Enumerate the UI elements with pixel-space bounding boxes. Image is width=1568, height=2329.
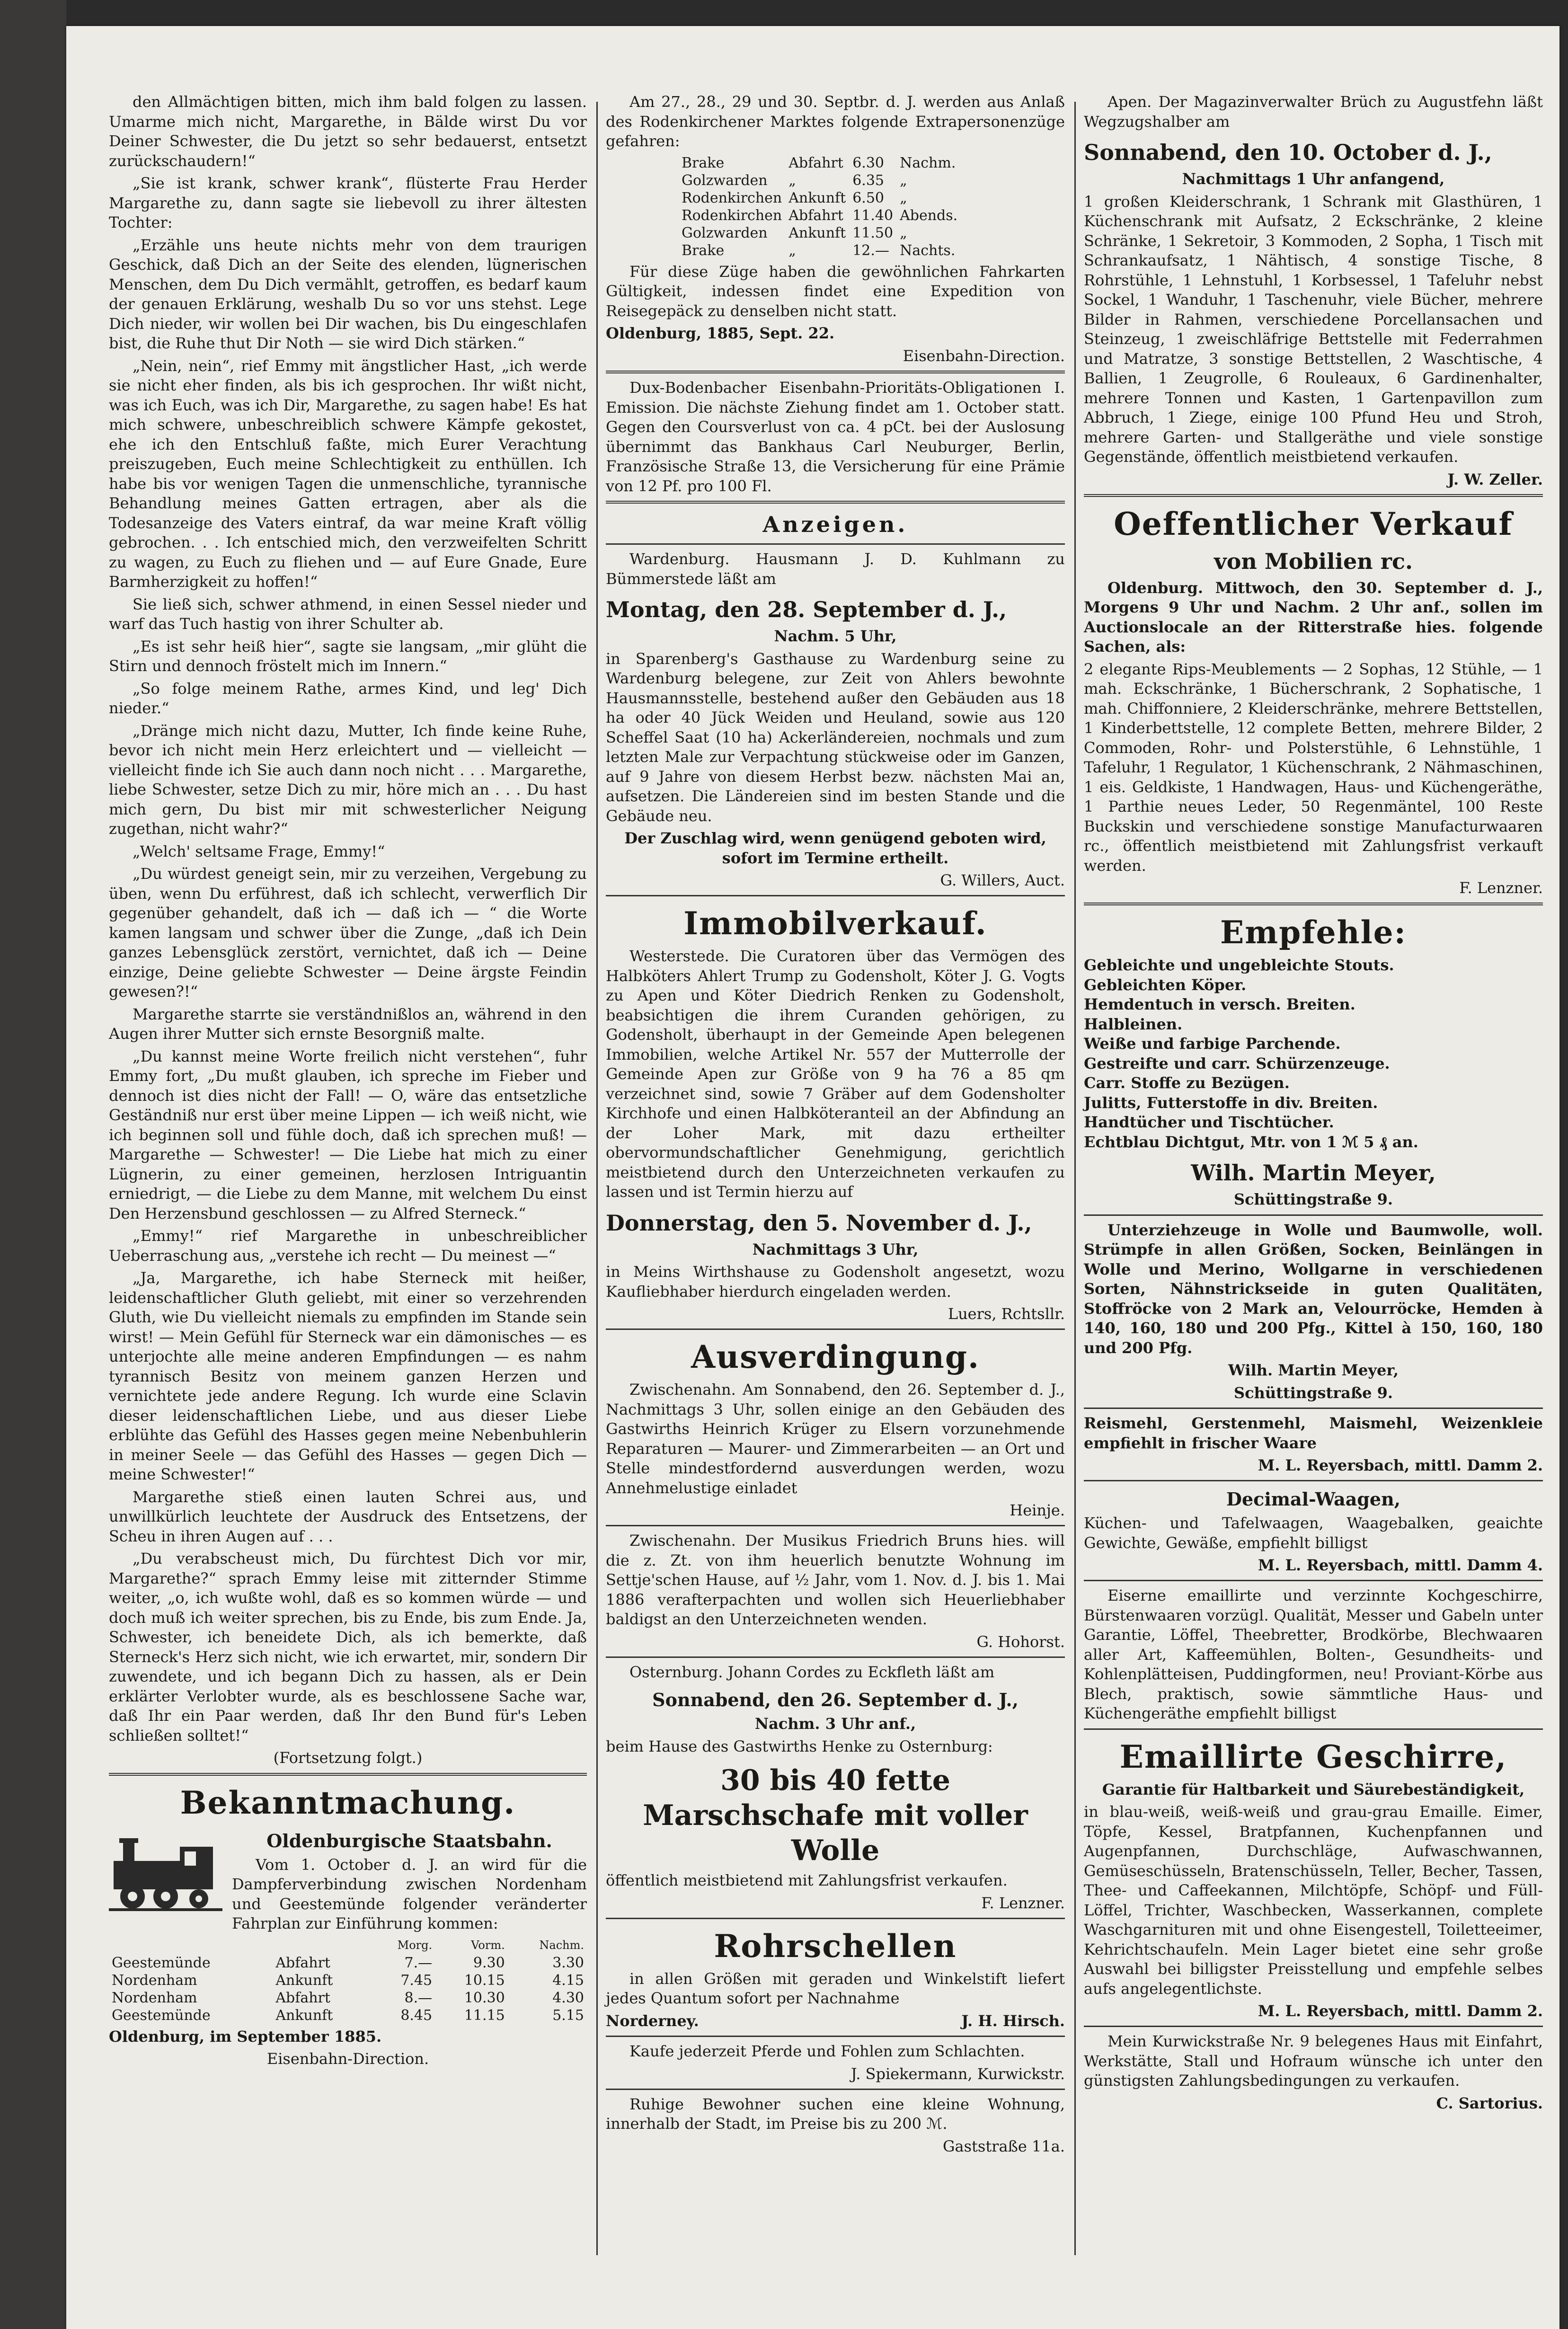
- column-right: [1084, 92, 1543, 2115]
- meyer2-name: Wilh. Martin Meyer,: [1228, 1361, 1399, 1379]
- divider: [1084, 1728, 1543, 1730]
- table-row: [682, 189, 964, 207]
- extra-trains-note: Für diese Züge haben die gewöhnlichen Fahrkarten Gültigkeit, indessen findet eine Expedition von Reisegepäck zu denselben nicht statt.: [606, 262, 1065, 320]
- divider: [1084, 1580, 1543, 1581]
- zwischenahn-signature: G. Hohorst.: [976, 1632, 1065, 1651]
- table-row: [109, 1989, 587, 2007]
- empfehle-item: Gebleichten Köper.: [1084, 975, 1247, 994]
- cell: Nachts.: [900, 242, 956, 259]
- railway-signature: Eisenbahn-Direction.: [266, 2050, 429, 2068]
- divider: [606, 895, 1065, 896]
- meyer2-address: Schüttingstraße 9.: [1233, 1383, 1393, 1402]
- empfehle-item: Gebleichte und ungebleichte Stouts.: [1084, 956, 1394, 974]
- railway-place-date: Oldenburg, im September 1885.: [109, 2027, 382, 2046]
- osternburg-text: beim Hause des Gastwirths Henke zu Osternburg:: [606, 1737, 993, 1755]
- story-paragraph: „Ja, Margarethe, ich habe Sterneck mit heißer, leidenschaftlicher Gluth geliebt, mit einer so verzehrenden Gluth, wie Du vielleicht niemals zu empfinden im Stande sein wirst! — Mein Gefühl für Sterneck war ein dämonisches — es unterjochte alle meine anderen Empfindungen — es nahm tyrannisch Besitz von meinem ganzen Herzen und vernichtete jede andere Regung. Ich wurde eine Sclavin dieser leidenschaftlichen Liebe, und aus dieser Liebe erblühte das Gefühl des Hasses gegen meine Nebenbuhlerin in meiner Seele — das Gefühl des Hasses — gegen Dich — meine Schwester!“: [109, 1269, 587, 1483]
- cell: 6.35: [852, 172, 885, 189]
- cell: 8.—: [404, 1989, 433, 2006]
- cell: 4.15: [552, 1972, 584, 1989]
- empfehle-item: Halbleinen.: [1084, 1015, 1183, 1033]
- wardenburg-time: Nachm. 5 Uhr,: [774, 627, 897, 645]
- wohnung-signature: Gaststraße 11a.: [942, 2137, 1065, 2155]
- extra-trains-text: Am 27., 28., 29 und 30. Septbr. d. J. werden aus Anlaß des Rodenkirchener Marktes folgende Extrapersonenzüge gefahren:: [606, 93, 1065, 150]
- cell: 8.45: [400, 2007, 433, 2024]
- cell: 11.15: [464, 2007, 505, 2024]
- kaufe-text: Kaufe jederzeit Pferde und Fohlen zum Schlachten.: [629, 2042, 1025, 2060]
- oeffentlicher-verkauf-signature: F. Lenzner.: [1459, 879, 1543, 897]
- cell: 6.50: [852, 189, 885, 206]
- rohrschellen-footer: [606, 2011, 1065, 2031]
- osternburg-signature: F. Lenzner.: [981, 1894, 1065, 1912]
- wardenburg-signature: G. Willers, Auct.: [940, 871, 1065, 889]
- cell: Abfahrt: [788, 207, 843, 224]
- kaufe-signature: J. Spiekermann, Kurwickstr.: [850, 2064, 1065, 2083]
- story-paragraph: „Du kannst meine Worte freilich nicht verstehen“, fuhr Emmy fort, „Du mußt glauben, ich spreche im Fieber und dennoch ist dies nicht der Fall! — O, wäre das entsetzliche Geständniß nur erst über meine Lippen — ich weiß nicht, wie ich beginnen soll und fühle doch, daß ich sprechen muß! — Margarethe — Schwester! — Die Liebe hat mich zu einer Lügnerin, zu einer gemeinen, herzlosen Intriguantin erniedrigt, — die Liebe zu dem Manne, mit welchem Du einst Den Herzensbund geschlossen — zu Alfred Sterneck.“: [109, 1047, 587, 1222]
- apen-date: Sonnabend, den 10. October d. J.,: [1084, 140, 1492, 165]
- cell: 11.40: [852, 207, 894, 224]
- immobilverkauf-date: Donnerstag, den 5. November d. J.,: [606, 1210, 1032, 1236]
- story-paragraph: „Erzähle uns heute nichts mehr von dem traurigen Geschick, daß Dich an der Seite des elenden, lügnerischen Menschen, dem Du Dich vermählt, getroffen, es bedarf kaum der genauen Erklärung, weshalb Du so vor uns stehst. Lege Dich nieder, wir wollen bei Dir wachen, bis Du eingeschlafen bist, die Ruhe thut Dir Noth — sie wird Dich stärken.“: [109, 236, 587, 352]
- emaillirte-sub: Garantie für Haltbarkeit und Säurebeständigkeit,: [1102, 1780, 1525, 1798]
- divider: [1084, 494, 1543, 497]
- cell: Abfahrt: [275, 1989, 330, 2006]
- table-row: [682, 224, 964, 242]
- cell: 11.50: [852, 224, 894, 241]
- cell: Nachm.: [900, 154, 956, 171]
- story-paragraph: „Dränge mich nicht dazu, Mutter, Ich finde keine Ruhe, bevor ich nicht mein Herz erleichtert und — vielleicht — vielleicht finde ich Sie auch dann noch nicht . . . Margarethe, liebe Schwester, setze Dich zu mir, höre mich an . . . Du hast mich gern, Du bist mir mit schwesterlicher Neigung zugethan, nicht wahr?“: [109, 721, 587, 838]
- empfehle-item: Julitts, Futterstoffe in div. Breiten.: [1084, 1093, 1378, 1112]
- cell: Geestemünde: [112, 1954, 211, 1971]
- divider: [606, 1525, 1065, 1526]
- wardenburg-text: in Sparenberg's Gasthause zu Wardenburg seine zu Wardenburg belegene, zur Zeit von Ahlers bewohnte Hausmannsstelle, bestehend außer den Gebäuden aus 18 ha oder 40 Jück Weiden und Heuland, sowie aus 120 Scheffel Saat (10 ha) Ackerländereien, nochmals und zum letzten Male zur Verpachtung stückweise oder im Ganzen, auf 9 Jahre von diesem Herbst bezw. nächsten Mai an, aufsetzen. Die Ländereien sind im besten Stande und die Gebäude neu.: [606, 649, 1065, 825]
- column-header: Vorm.: [471, 1938, 505, 1952]
- column-left: [109, 92, 587, 2072]
- divider: [1084, 1408, 1543, 1409]
- extra-trains-place: Oldenburg, 1885, Sept. 22.: [606, 324, 835, 342]
- story-paragraph: „Du würdest geneigt sein, mir zu verzeihen, Vergebung zu üben, wenn Du erführest, daß ich schlecht, verwerflich Dir gegenüber gehandelt, daß ich — daß ich — “ die Worte kamen langsam und schwer über die Zunge, „daß ich Dein ganzes Lebensglück zerstört, vernichtet, daß ich — Deine einzige, Deine geliebte Schwester — Deine ärgste Feindin gewesen?!“: [109, 865, 587, 1001]
- divider: [1084, 903, 1543, 905]
- wardenburg-date: Montag, den 28. September d. J.,: [606, 597, 1007, 622]
- divider: [606, 1656, 1065, 1658]
- cell: Rodenkirchen: [682, 189, 782, 206]
- scanner-margin: [0, 0, 66, 2329]
- cell: Nordenham: [112, 1989, 197, 2006]
- empfehle-item: Hemdentuch in versch. Breiten.: [1084, 995, 1355, 1013]
- osternburg-offer: 30 bis 40 fette Marschschafe mit voller Wolle: [643, 1764, 1028, 1867]
- osternburg-date: Sonnabend, den 26. September d. J.,: [652, 1689, 1019, 1710]
- cell: 4.30: [552, 1989, 584, 2006]
- emaillirte-text: in blau-weiß, weiß-weiß und grau-grau Emaille. Eimer, Töpfe, Kessel, Bratpfannen, Kuchenpfannen und Augenpfannen, Durchschläge, Aufwaschwannen, Gemüseschüsseln, Bratenschüsseln, Teller, Becher, Tassen, Thee- und Caffeekannen, Milchtöpfe, Schöpf- und Füll-Löffel, Trichter, Waschbecken, Wasserkannen, complete Waschgarnituren mit und ohne Eisengestell, Toiletteeimer, Kehrichtschaufeln. Mein Lager bietet eine sehr große Auswahl bei billigster Preisstellung und empfehle selbes aufs angelegentlichste.: [1084, 1803, 1543, 1998]
- rohrschellen-text: in allen Größen mit geraden und Winkelstift liefert jedes Quantum sofort per Nachnahme: [606, 1969, 1065, 2007]
- oeffentlicher-verkauf-text: Oldenburg. Mittwoch, den 30. September d. J., Morgens 9 Uhr und Nachm. 2 Uhr anf., sollen im Auctionslocale an der Ritterstraße hies. folgende Sachen, als:: [1084, 578, 1543, 655]
- table-row: [109, 2007, 587, 2024]
- empfehle-item: Carr. Stoffe zu Bezügen.: [1084, 1074, 1290, 1092]
- divider: [606, 2089, 1065, 2090]
- cell: 5.15: [552, 2007, 584, 2024]
- table-row: [109, 1972, 587, 1989]
- wardenburg-intro: Wardenburg. Hausmann J. D. Kuhlmann zu Bümmerstede läßt am: [606, 550, 1065, 588]
- cell: Ankunft: [788, 224, 846, 241]
- table-row: [682, 242, 964, 259]
- cell: 7.—: [404, 1954, 433, 1971]
- cell: Golzwarden: [682, 172, 768, 189]
- cell: Ankunft: [275, 2007, 333, 2024]
- osternburg-text2: öffentlich meistbietend mit Zahlungsfrist verkaufen.: [606, 1871, 1008, 1889]
- oeffentlicher-verkauf-sub: von Mobilien rc.: [1214, 548, 1413, 574]
- extra-train-schedule: [682, 154, 964, 259]
- continuation-note: (Fortsetzung folgt.): [273, 1749, 423, 1767]
- divider: [606, 2036, 1065, 2037]
- cell: 12.—: [852, 242, 889, 259]
- story-paragraph: „Welch' seltsame Frage, Emmy!“: [133, 842, 385, 860]
- oeffentlicher-verkauf-items: 2 elegante Rips-Meublements — 2 Sophas, 12 Stühle, — 1 mah. Eckschränke, 1 Bücherschrank, 2 Sophatische, 1 mah. Chiffonniere, 2 Kleiderschränke, mehrere Bettstellen, 1 Kinderbettstelle, 12 complete Betten, mehrere Bilder, 2 Commoden, Rohr- und Polsterstühle, 6 Lehnstühle, 1 Tafeluhr, 1 Regulator, 1 Küchenschrank, 2 Nähmaschinen, 1 eis. Geldkiste, 1 Handwagen, Haus- und Küchengeräthe, 1 Parthie neues Leder, 50 Regenmäntel, 100 Reste Buckskin und verschiedene sonstige Manufacturwaaren rc., öffentlich meistbietend mit Zahlungsfrist verkauft werden.: [1084, 660, 1543, 875]
- cell: Ankunft: [275, 1972, 333, 1989]
- kurwick-text: Mein Kurwickstraße Nr. 9 belegenes Haus mit Einfahrt, Werkstätte, Stall und Hofraum wünsche ich unter den günstigsten Zahlungsbedingungen zu verkaufen.: [1084, 2032, 1543, 2090]
- apen-items: 1 großen Kleiderschrank, 1 Schrank mit Glasthüren, 1 Küchenschrank mit Aufsatz, 2 Eckschränke, 2 kleine Schränke, 1 Sekretoir, 3 Kommoden, 2 Sopha, 1 Tisch mit Schrankaufsatz, 1 Nähtisch, 4 sonstige Tische, 8 Rohrstühle, 1 Lehnstuhl, 1 Korbsessel, 1 Tafeluhr nebst Sockel, 1 Wanduhr, 1 Taschenuhr, viele Bücher, mehrere Bilder in Rahmen, verschiedene Porcellansachen und Steinzeug, 1 zweischläfrige Bettstelle mit Federrahmen und Matratze, 3 sonstige Bettstellen, 2 Waschtische, 4 Ballien, 1 Zeugrolle, 6 Rouleaux, 6 Gardinenhalter, mehrere Tonnen und Kasten, 1 Gartenpavillon zum Abbruch, 1 Ziege, einige 100 Pfund Heu und Stroh, mehrere Garten- und Stallgeräthe und viele sonstige Gegenstände, öffentlich meistbietend verkaufen.: [1084, 192, 1543, 466]
- story-paragraph: Margarethe starrte sie verständnißlos an, während in den Augen ihrer Mutter sich ernste Besorgniß malte.: [109, 1005, 587, 1043]
- anzeigen-heading: Anzeigen.: [762, 512, 908, 537]
- ausverdingung-text: Zwischenahn. Am Sonnabend, den 26. September d. J., Nachmittags 3 Uhr, sollen einige an den Gebäuden des Gastwirths Heinrich Krüger zu Elsern vorzunehmende Reparaturen — Maurer- und Zimmerarbeiten — an Ort und Stelle mindestfordernd ausverdungen werden, wozu Annehmelustige einladet: [606, 1381, 1065, 1497]
- cell: Geestemünde: [112, 2007, 211, 2024]
- cell: 6.30: [852, 154, 885, 171]
- reismehl-signature: M. L. Reyersbach, mittl. Damm 2.: [1258, 1456, 1543, 1474]
- table-row: [109, 1954, 587, 1972]
- table-row: [682, 207, 964, 224]
- column-middle: [606, 92, 1065, 2158]
- newspaper-page: [66, 26, 1559, 2329]
- cell: 9.30: [473, 1954, 505, 1971]
- locomotive-icon: [109, 1833, 222, 1913]
- immobilverkauf-text: Westerstede. Die Curatoren über das Vermögen des Halbköters Ahlert Trump zu Godensholt, Köter J. G. Vogts zu Apen und Köter Diedrich Renken zu Godensholt, beabsichtigen die ihrem Curanden gehörigen, zu Godensholt, überhaupt in der Gemeinde Apen belegenen Immobilien, welche Artikel Nr. 557 der Mutterrolle der Gemeinde Apen zur Größe von 9 ha 76 a 85 qm verzeichnet sind, sowie 7 Gräber auf dem Godensholter Kirchhofe und einen Halbköteranteil an der Abfindung an der Loher Mark, mit dazu ertheilter obervormundschaftlicher Genehmigung, gerichtlich meistbietend durch den Unterzeichneten verkaufen zu lassen und ist Termin hierzu auf: [606, 947, 1065, 1201]
- story-paragraph: „Es ist sehr heiß hier“, sagte sie langsam, „mir glüht die Stirn und dennoch fröstelt mich im Innern.“: [109, 637, 587, 675]
- cell: Brake: [682, 242, 725, 259]
- apen-intro: Apen. Der Magazinverwalter Brüch zu Augustfehn läßt Wegzugshalber am: [1084, 93, 1543, 131]
- apen-time: Nachmittags 1 Uhr anfangend,: [1182, 170, 1445, 188]
- empfehle-item: Handtücher und Tischtücher.: [1084, 1113, 1334, 1131]
- cell: Rodenkirchen: [682, 207, 782, 224]
- cell: 3.30: [552, 1954, 584, 1971]
- railway-name: Oldenburgische Staatsbahn.: [266, 1830, 552, 1851]
- story-paragraph: „Nein, nein“, rief Emmy mit ängstlicher Hast, „ich werde sie nicht eher finden, als bis ich gesprochen. Ihr wißt nicht, was ich Euch, was ich Dir, Margarethe, zu sagen habe! Es hat mich schwere, unbeschreiblich schwere Kämpfe gekostet, ehe ich den Entschluß faßte, mich Eurer Verachtung preiszugeben, Euch meine Schlechtigkeit zu enthüllen. Ich habe bis vor wenigen Tagen die unmenschliche, tyrannische Behandlung meines Gatten ertragen, aber als die Todesanzeige des Vaters eintraf, da war meine Kraft völlig gebrochen. . . Ich entschied mich, den verzweifelten Schritt zu wagen, zu Euch zu fliehen und — auf Eure Gnade, Eure Barmherzigkeit zu hoffen!“: [109, 356, 587, 591]
- divider: [606, 1328, 1065, 1330]
- cell: Abends.: [900, 207, 958, 224]
- divider: [109, 1773, 587, 1776]
- meyer-address: Schüttingstraße 9.: [1233, 1190, 1393, 1208]
- cell: Nordenham: [112, 1972, 197, 1989]
- divider: [606, 1918, 1065, 1919]
- cell: Brake: [682, 154, 725, 171]
- divider: [606, 371, 1065, 373]
- ausverdingung-heading: Ausverdingung.: [691, 1338, 980, 1375]
- decimal-waagen-signature: M. L. Reyersbach, mittl. Damm 4.: [1258, 1556, 1543, 1574]
- unterzeuge-text: Unterziehzeuge in Wolle und Baumwolle, woll. Strümpfe in allen Größen, Socken, Beinlängen in Wolle und Merino, Wollgarne in verschiedenen Sorten, Nähnstrickseide in guten Qualitäten, Stoffröcke von 2 Mark an, Velourröcke, Hemden à 140, 160, 180 und 200 Pfg., Kittel à 150, 160, 180 und 200 Pfg.: [1084, 1221, 1543, 1357]
- cell: „: [900, 172, 907, 189]
- decimal-waagen-heading: Decimal-Waagen,: [1226, 1488, 1400, 1510]
- osternburg-intro: Osternburg. Johann Cordes zu Eckfleth läßt am: [629, 1663, 995, 1681]
- decimal-waagen-text: Küchen- und Tafelwaagen, Waagebalken, geaichte Gewichte, Gewäße, empfiehlt billigst: [1084, 1514, 1543, 1552]
- wardenburg-note: Der Zuschlag wird, wenn genügend geboten wird, sofort im Termine ertheilt.: [624, 829, 1046, 867]
- kurwick-signature: C. Sartorius.: [1436, 2094, 1543, 2112]
- cell: „: [788, 242, 796, 259]
- immobilverkauf-heading: Immobilverkauf.: [683, 905, 987, 942]
- divider: [606, 501, 1065, 504]
- cell: 7.45: [400, 1972, 433, 1989]
- immobilverkauf-time: Nachmittags 3 Uhr,: [752, 1240, 919, 1258]
- reismehl-text: Reismehl, Gerstenmehl, Maismehl, Weizenkleie empfiehlt in frischer Waare: [1084, 1414, 1543, 1452]
- divider: [1084, 1214, 1543, 1216]
- extra-trains-signature: Eisenbahn-Direction.: [903, 346, 1065, 365]
- column-rule: [596, 102, 598, 2255]
- table-row: [682, 154, 964, 172]
- railway-notice: [109, 1830, 587, 2069]
- immobilverkauf-text2: in Meins Wirthshause zu Godensholt angesetzt, wozu Kaufliebhaber hierdurch eingeladen werden.: [606, 1263, 1065, 1301]
- cell: „: [788, 172, 796, 189]
- cell: „: [900, 189, 907, 206]
- timetable-header: [109, 1937, 587, 1954]
- column-header: Nachm.: [539, 1938, 584, 1952]
- story-paragraph: „Du verabscheust mich, Du fürchtest Dich vor mir, Margarethe?“ sprach Emmy leise mit zitternder Stimme weiter, „o, ich wußte wohl, daß es so kommen würde — und doch muß ich weiter sprechen, bis zu Ende, bis zum Ende. Ja, Schwester, ich beneidete Dich, als ich bemerkte, daß Sterneck's Herz sich nicht, wie ich erwartet, mir, sondern Dir zuwendete, und ich begann Dich zu hassen, als er Dein erklärter Verlobter wurde, als es beschlossene Sache war, daß Ihr ein Paar werden, daß Ihr den Bund für's Leben schließen solltet!“: [109, 1550, 587, 1745]
- story-paragraph: „So folge meinem Rathe, armes Kind, und leg' Dich nieder.“: [109, 679, 587, 717]
- bekanntmachung-heading: Bekanntmachung.: [180, 1784, 516, 1821]
- ausverdingung-signature: Heinje.: [1010, 1501, 1065, 1519]
- railway-notice-text: Vom 1. October d. J. an wird für die Dampferverbindung zwischen Nordenham und Geestemünde folgender veränderter Fahrplan zur Einführung kommen:: [232, 1855, 587, 1932]
- wohnung-text: Ruhige Bewohner suchen eine kleine Wohnung, innerhalb der Stadt, im Preise bis zu 200 ℳ.: [606, 2095, 1065, 2133]
- divider: [1084, 1480, 1543, 1481]
- story-paragraph: Sie ließ sich, schwer athmend, in einen Sessel nieder und warf das Tuch hastig von ihrer Schulter ab.: [109, 595, 587, 633]
- cell: Abfahrt: [275, 1954, 330, 1971]
- oeffentlicher-verkauf-heading: Oeffentlicher Verkauf: [1114, 505, 1513, 542]
- empfehle-list: [1084, 956, 1543, 1152]
- divider: [606, 543, 1065, 545]
- dux-obligation-notice: Dux-Bodenbacher Eisenbahn-Prioritäts-Obligationen I. Emission. Die nächste Ziehung findet am 1. October statt. Gegen den Coursverlust von ca. 4 pCt. bei der Auslosung übernimmt das Bankhaus Carl Neuburger, Berlin, Französische Straße 13, die Versicherung für eine Prämie von 12 Pf. pro 100 Fl.: [606, 379, 1065, 495]
- empfehle-item: Echtblau Dichtgut, Mtr. von 1 ℳ 5 ₰ an.: [1084, 1133, 1418, 1151]
- story-paragraph: den Allmächtigen bitten, mich ihm bald folgen zu lassen. Umarme mich nicht, Margarethe, in Bälde wirst Du vor Deiner Schwester, die Du jetzt so sehr bedauerst, entsetzt zurückschaudern!“: [109, 93, 587, 170]
- cell: „: [900, 224, 907, 241]
- divider: [1084, 2026, 1543, 2027]
- meyer-name: Wilh. Martin Meyer,: [1191, 1160, 1436, 1186]
- story-paragraph: „Sie ist krank, schwer krank“, flüsterte Frau Herder Margarethe zu, dann sagte sie liebevoll zu ihrer ältesten Tochter:: [109, 174, 587, 231]
- apen-signature: J. W. Zeller.: [1447, 470, 1543, 488]
- emaillirte-signature: M. L. Reyersbach, mittl. Damm 2.: [1258, 2002, 1543, 2020]
- story-paragraph: Margarethe stieß einen lauten Schrei aus, und unwillkürlich leuchtete der Ausdruck des Entsetzens, der Scheu in ihren Augen auf . . .: [109, 1488, 587, 1545]
- emaillirte-heading: Emaillirte Geschirre,: [1119, 1738, 1507, 1775]
- cell: Ankunft: [788, 189, 846, 206]
- immobilverkauf-signature: Luers, Rchtsllr.: [948, 1305, 1065, 1323]
- table-row: [682, 172, 964, 189]
- column-header: Morg.: [397, 1938, 433, 1952]
- cell: 10.15: [464, 1972, 505, 1989]
- rohrschellen-heading: Rohrschellen: [714, 1927, 957, 1965]
- cell: Golzwarden: [682, 224, 768, 241]
- ferry-timetable: [109, 1937, 587, 2024]
- cell: Abfahrt: [788, 154, 843, 171]
- osternburg-time: Nachm. 3 Uhr anf.,: [754, 1715, 916, 1733]
- cell: 10.30: [464, 1989, 505, 2006]
- rohrschellen-signature: J. H. Hirsch.: [961, 2011, 1065, 2030]
- empfehle-item: Weiße und farbige Parchende.: [1084, 1035, 1341, 1053]
- story-paragraph: „Emmy!“ rief Margarethe in unbeschreiblicher Ueberraschung aus, „verstehe ich recht — Du meinest —“: [109, 1227, 587, 1265]
- empfehle-heading: Empfehle:: [1220, 914, 1407, 951]
- column-rule: [1074, 102, 1076, 2255]
- empfehle-item: Gestreifte und carr. Schürzenzeuge.: [1084, 1054, 1390, 1072]
- eiserne-text: Eiserne emaillirte und verzinnte Kochgeschirre, Bürstenwaaren vorzügl. Qualität, Messer und Gabeln unter Garantie, Löffel, Theebretter, Brodkörbe, Blechwaaren aller Art, Kaffeemühlen, Bolten-, Gesundheits- und Kohlenplätteisen, Puddingformen, neu! Proviant-Körbe aus Blech, praktisch, sowie sämmtliche Haus- und Küchengeräthe empfiehlt billigst: [1084, 1586, 1543, 1722]
- zwischenahn-text: Zwischenahn. Der Musikus Friedrich Bruns hies. will die z. Zt. von ihm heuerlich benutzte Wohnung im Settje'schen Hause, auf ½ Jahr, vom 1. Nov. d. J. bis 1. Mai 1886 verafterpachten und wollen sich Heuerliebhaber baldigst an den Unterzeichneten wenden.: [606, 1532, 1065, 1628]
- serial-story: [109, 92, 587, 1745]
- rohrschellen-place: Norderney.: [606, 2011, 699, 2030]
